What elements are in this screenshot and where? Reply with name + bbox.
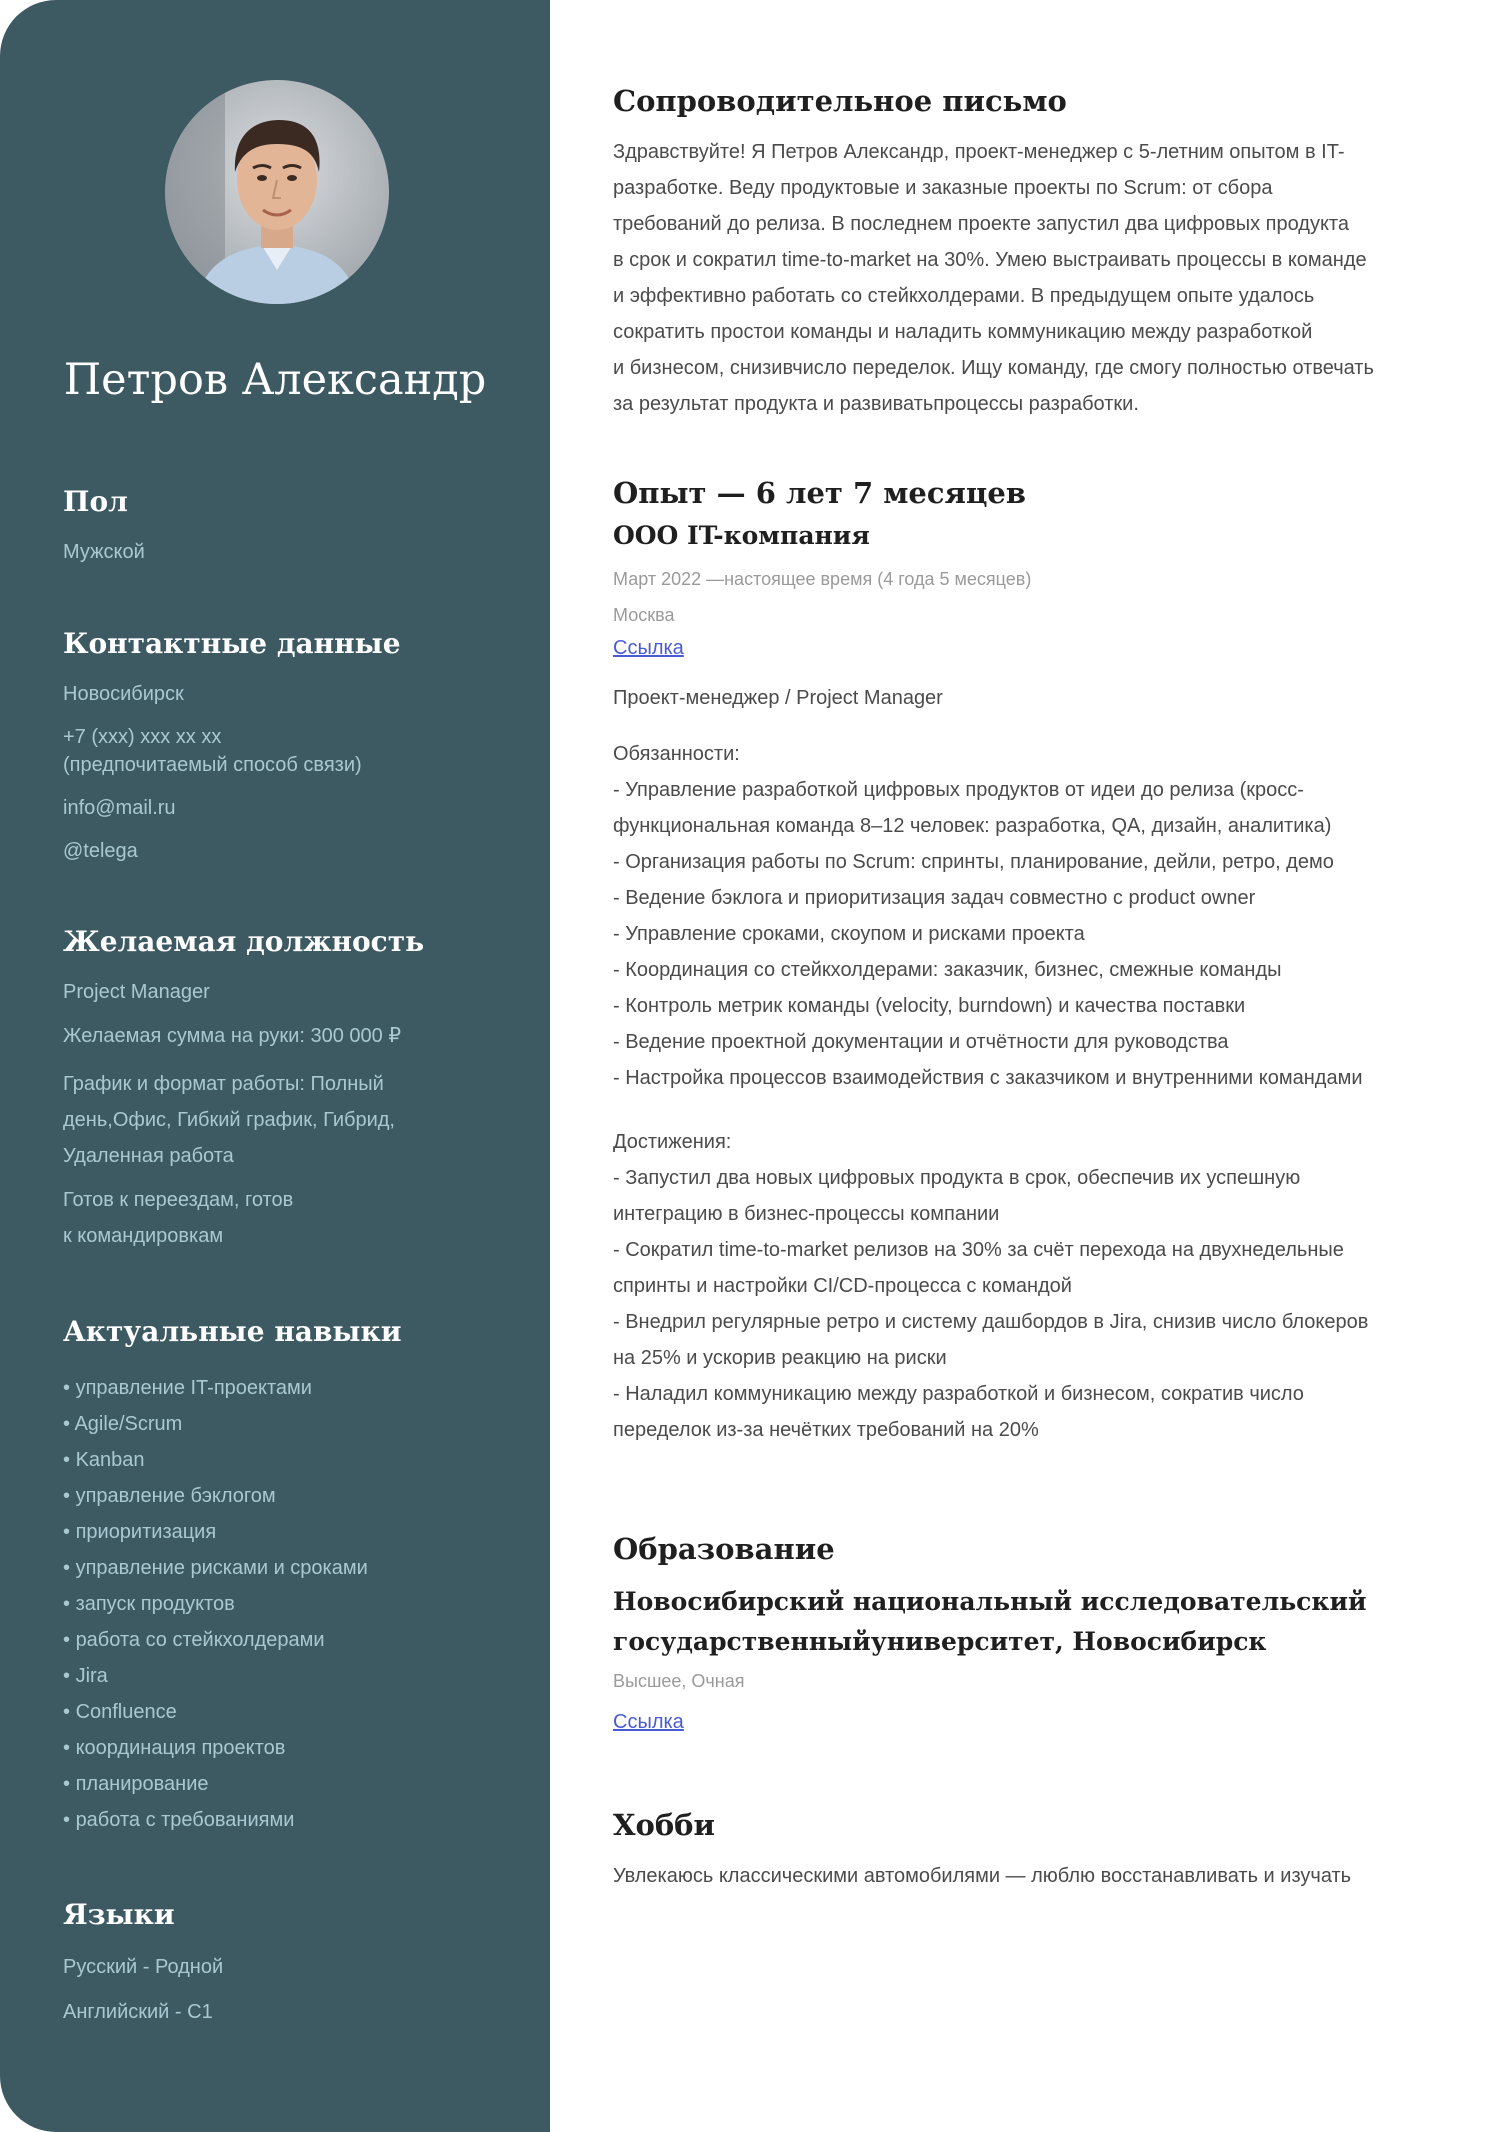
language-item: Английский - С1 [63, 2001, 213, 2023]
skill-item: • Jira [63, 1658, 503, 1694]
job-role: Проект-менеджер / Project Manager [613, 687, 943, 709]
cover-letter-line: разработке. Веду продуктовые и заказные проекты по Scrum: от сбора [613, 177, 1273, 199]
duty-line: - Настройка процессов взаимодействия с заказчиком и внутренними командами [613, 1067, 1363, 1089]
skills-section [63, 1314, 503, 1838]
cover-letter-line: сократить простои команды и наладить коммуникацию между разработкой [613, 321, 1313, 343]
skill-item: • приоритизация [63, 1514, 503, 1550]
skill-item: • управление рисками и сроками [63, 1550, 503, 1586]
education-section [613, 1530, 1443, 1736]
cover-letter-line: требований до релиза. В последнем проекте запустил два цифровых продукта [613, 213, 1349, 235]
skills-title: Актуальные навыки [63, 1315, 402, 1348]
position-title: Желаемая должность [63, 925, 425, 958]
job-period: Март 2022 —настоящее время (4 года 5 месяцев) [613, 569, 1032, 589]
profile-photo [165, 80, 389, 304]
skill-item: • Agile/Scrum [63, 1406, 503, 1442]
contact-email[interactable]: info@mail.ru [63, 797, 176, 819]
contact-phone[interactable]: +7 (xxx) xxx xx xx [63, 726, 222, 748]
cover-letter-title: Сопроводительное письмо [613, 84, 1067, 118]
cover-letter-line: и бизнесом, снизивчисло переделок. Ищу команду, где смогу полностью отвечать [613, 357, 1374, 379]
language-item: Русский - Родной [63, 1956, 224, 1978]
skills-list [63, 1370, 503, 1838]
duty-line: - Ведение бэклога и приоритизация задач совместно с product owner [613, 887, 1256, 909]
gender-title: Пол [63, 485, 128, 518]
position-salary: Желаемая сумма на руки: 300 000 ₽ [63, 1025, 402, 1047]
duty-line: функциональная команда 8–12 человек: разработка, QA, дизайн, аналитика) [613, 815, 1332, 837]
company-name: ООО IT-компания [613, 521, 870, 550]
gender-section [63, 484, 503, 566]
languages-section [63, 1897, 503, 2026]
hobby-title: Хобби [613, 1808, 716, 1842]
contact-telegram[interactable]: @telega [63, 840, 138, 862]
contact-phone-note: (предпочитаемый способ связи) [63, 754, 362, 776]
achievements-title: Достижения: [613, 1131, 732, 1153]
cover-letter-line: в срок и сократил time-to-market на 30%. Умею выстраивать процессы в команде [613, 249, 1367, 271]
skill-item: • работа со стейкхолдерами [63, 1622, 503, 1658]
avatar-portrait-icon [165, 80, 389, 304]
sidebar [0, 0, 550, 2132]
experience-title: Опыт — 6 лет 7 месяцев [613, 476, 1026, 510]
duties-title: Обязанности: [613, 743, 740, 765]
skill-item: • управление бэклогом [63, 1478, 503, 1514]
hobby-text: Увлекаюсь классическими автомобилями — люблю восстанавливать и изучать [613, 1865, 1352, 1887]
achievement-line: переделок из-за нечётких требований на 20% [613, 1419, 1039, 1441]
achievement-line: - Внедрил регулярные ретро и систему дашбордов в Jira, снизив число блокеров [613, 1311, 1369, 1333]
duty-line: - Организация работы по Scrum: спринты, планирование, дейли, ретро, демо [613, 851, 1334, 873]
contacts-section [63, 626, 503, 865]
relocation-line: Готов к переездам, готов [63, 1189, 294, 1211]
duty-line: - Контроль метрик команды (velocity, burndown) и качества поставки [613, 995, 1246, 1017]
achievement-line: - Наладил коммуникацию между разработкой и бизнесом, сократив число [613, 1383, 1304, 1405]
company-link[interactable]: Ссылка [613, 637, 684, 659]
achievement-line: на 25% и ускорив реакцию на риски [613, 1347, 947, 1369]
education-level: Высшее, Очная [613, 1671, 745, 1691]
cover-letter-line: за результат продукта и развиватьпроцессы разработки. [613, 393, 1139, 415]
gender-value: Мужской [63, 541, 145, 563]
achievements-list [613, 1160, 1443, 1448]
position-relocation [63, 1182, 503, 1254]
duty-line: - Ведение проектной документации и отчётности для руководства [613, 1031, 1229, 1053]
cover-letter-section [613, 82, 1443, 422]
skill-item: • планирование [63, 1766, 503, 1802]
education-link[interactable]: Ссылка [613, 1711, 684, 1733]
experience-section [613, 474, 1443, 1448]
contact-city: Новосибирск [63, 683, 184, 705]
cover-letter-text [613, 134, 1443, 422]
achievement-line: спринты и настройки CI/CD-процесса с командой [613, 1275, 1072, 1297]
position-schedule [63, 1066, 503, 1174]
education-title: Образование [613, 1532, 835, 1566]
position-role: Project Manager [63, 981, 210, 1003]
relocation-line: к командировкам [63, 1225, 224, 1247]
candidate-name: Петров Александр [63, 355, 487, 405]
skill-item: • Confluence [63, 1694, 503, 1730]
schedule-line: График и формат работы: Полный [63, 1073, 384, 1095]
skill-item: • управление IT-проектами [63, 1370, 503, 1406]
hobby-section [613, 1806, 1443, 1894]
achievement-line: - Сократил time-to-market релизов на 30% за счёт перехода на двухнедельные [613, 1239, 1344, 1261]
achievement-line: интеграцию в бизнес-процессы компании [613, 1203, 1000, 1225]
duty-line: - Управление разработкой цифровых продуктов от идеи до релиза (кросс- [613, 779, 1304, 801]
contacts-title: Контактные данные [63, 627, 401, 660]
duties-list [613, 772, 1443, 1096]
position-section [63, 924, 503, 1254]
schedule-line: день,Офис, Гибкий график, Гибрид, [63, 1109, 395, 1131]
skill-item: • запуск продуктов [63, 1586, 503, 1622]
schedule-line: Удаленная работа [63, 1145, 234, 1167]
languages-title: Языки [63, 1898, 175, 1931]
university-line: государственныйуниверситет, Новосибирск [613, 1627, 1267, 1656]
achievement-line: - Запустил два новых цифровых продукта в срок, обеспечив их успешную [613, 1167, 1301, 1189]
cover-letter-line: и эффективно работать со стейкхолдерами. В предыдущем опыте удалось [613, 285, 1315, 307]
duty-line: - Координация со стейкхолдерами: заказчик, бизнес, смежные команды [613, 959, 1282, 981]
university-line: Новосибирский национальный исследовательский [613, 1587, 1367, 1616]
cover-letter-line: Здравствуйте! Я Петров Александр, проект-менеджер с 5-летним опытом в IT- [613, 141, 1345, 163]
skill-item: • работа с требованиями [63, 1802, 503, 1838]
university-name [613, 1582, 1443, 1662]
skill-item: • координация проектов [63, 1730, 503, 1766]
job-city: Москва [613, 605, 675, 625]
duty-line: - Управление сроками, скоупом и рисками проекта [613, 923, 1085, 945]
skill-item: • Kanban [63, 1442, 503, 1478]
